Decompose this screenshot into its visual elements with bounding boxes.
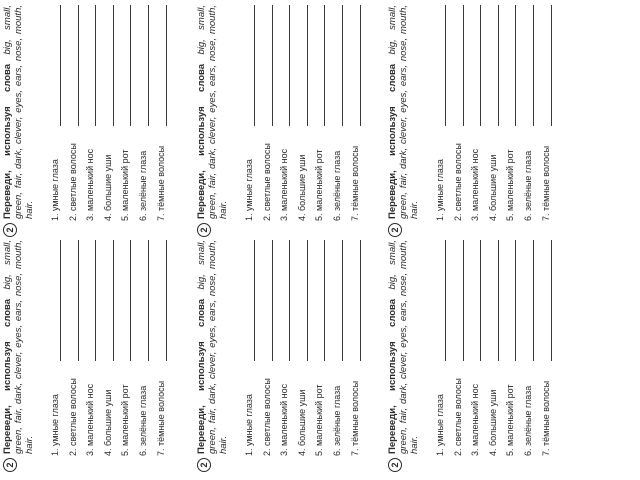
- translation-list: [241, 5, 364, 237]
- exercise-instruction: [2, 5, 35, 219]
- exercise-header: [196, 5, 229, 237]
- answer-line[interactable]: [324, 5, 325, 126]
- translation-item: [520, 240, 538, 456]
- translation-item-label: 4. большие уши: [487, 389, 498, 456]
- answer-line[interactable]: [342, 240, 343, 361]
- word-list: big, small, green, fair, dark, clever, eyes, ears, nose, mouth, hair.: [196, 5, 229, 219]
- answer-line[interactable]: [289, 5, 290, 126]
- translation-list: [432, 5, 555, 237]
- exercise-card-2: [196, 5, 376, 237]
- instruction-text: Переведи, используя слова: [387, 63, 398, 219]
- answer-line[interactable]: [324, 240, 325, 361]
- answer-line[interactable]: [515, 240, 516, 361]
- translation-item-label: 2. светлые волосы: [261, 143, 272, 221]
- translation-item-label: 7. тёмные волосы: [349, 145, 360, 221]
- translation-item: [82, 240, 100, 456]
- exercise-header: [387, 5, 420, 237]
- translation-item: [467, 240, 485, 456]
- answer-line[interactable]: [78, 5, 79, 126]
- translation-item-label: 4. большие уши: [296, 389, 307, 456]
- translation-item-label: 5. маленький рот: [505, 384, 516, 456]
- translation-item-label: 1. умные глаза: [435, 394, 445, 456]
- translation-item: [502, 240, 520, 456]
- translation-item-label: 7. тёмные волосы: [540, 145, 551, 221]
- answer-line[interactable]: [445, 240, 446, 361]
- translation-item: [153, 5, 171, 221]
- answer-line[interactable]: [307, 240, 308, 361]
- answer-line[interactable]: [515, 5, 516, 126]
- translation-item-label: 4. большие уши: [487, 154, 498, 221]
- answer-line[interactable]: [360, 240, 361, 361]
- translation-item-label: 1. умные глаза: [435, 159, 445, 221]
- translation-item: [311, 5, 329, 221]
- translation-item: [47, 5, 65, 221]
- answer-line[interactable]: [551, 240, 552, 361]
- answer-line[interactable]: [498, 5, 499, 126]
- answer-line[interactable]: [95, 5, 96, 126]
- translation-list: [241, 240, 364, 472]
- answer-line[interactable]: [480, 240, 481, 361]
- translation-item-label: 2. светлые волосы: [261, 378, 272, 456]
- translation-item-label: 6. зелёные глаза: [137, 385, 148, 456]
- translation-list: [47, 240, 170, 472]
- exercise-instruction: [196, 5, 229, 219]
- word-list: big, small, green, fair, dark, clever, eyes, ears, nose, mouth, hair.: [2, 5, 35, 219]
- translation-item: [294, 5, 312, 221]
- translation-item: [485, 5, 503, 221]
- translation-item: [153, 240, 171, 456]
- translation-item: [65, 240, 83, 456]
- instruction-text: Переведи, используя слова: [387, 298, 398, 454]
- answer-line[interactable]: [166, 5, 167, 126]
- translation-item: [502, 5, 520, 221]
- translation-item: [520, 5, 538, 221]
- exercise-instruction: [387, 240, 420, 454]
- answer-line[interactable]: [130, 240, 131, 361]
- translation-item-label: 5. маленький рот: [120, 384, 131, 456]
- translation-item: [538, 5, 556, 221]
- translation-item-label: 6. зелёные глаза: [522, 385, 533, 456]
- exercise-number-badge: 2: [3, 223, 17, 237]
- instruction-text: Переведи, используя слова: [196, 63, 207, 219]
- translation-item-label: 7. тёмные волосы: [349, 380, 360, 456]
- translation-item: [347, 5, 365, 221]
- translation-item: [450, 5, 468, 221]
- translation-item: [117, 5, 135, 221]
- translation-item: [241, 5, 259, 221]
- answer-line[interactable]: [60, 240, 61, 361]
- translation-item: [47, 240, 65, 456]
- translation-item: [135, 5, 153, 221]
- exercise-instruction: [196, 240, 229, 454]
- answer-line[interactable]: [463, 5, 464, 126]
- answer-line[interactable]: [95, 240, 96, 361]
- translation-item: [467, 5, 485, 221]
- exercise-instruction: [387, 5, 420, 219]
- exercise-card-1: [2, 5, 182, 237]
- translation-item: [259, 240, 277, 456]
- answer-line[interactable]: [272, 240, 273, 361]
- translation-item-label: 2. светлые волосы: [67, 378, 78, 456]
- translation-item-label: 6. зелёные глаза: [137, 150, 148, 221]
- answer-line[interactable]: [533, 5, 534, 126]
- translation-item-label: 7. тёмные волосы: [155, 380, 166, 456]
- answer-line[interactable]: [289, 240, 290, 361]
- exercise-card-5: [196, 240, 376, 472]
- answer-line[interactable]: [130, 5, 131, 126]
- answer-line[interactable]: [148, 240, 149, 361]
- instruction-text: Переведи, используя слова: [2, 298, 13, 454]
- exercise-header: [196, 240, 229, 472]
- instruction-text: Переведи, используя слова: [2, 63, 13, 219]
- translation-item-label: 5. маленький рот: [505, 149, 516, 221]
- translation-item: [347, 240, 365, 456]
- answer-line[interactable]: [551, 5, 552, 126]
- translation-item-label: 3. маленький нос: [470, 383, 481, 456]
- translation-item: [276, 240, 294, 456]
- translation-item: [276, 5, 294, 221]
- translation-item-label: 3. маленький нос: [85, 148, 96, 221]
- exercise-number-badge: 2: [197, 223, 211, 237]
- word-list: big, small, green, fair, dark, clever, eyes, ears, nose, mouth, hair.: [196, 240, 229, 454]
- translation-item: [259, 5, 277, 221]
- answer-line[interactable]: [307, 5, 308, 126]
- translation-item-label: 5. маленький рот: [120, 149, 131, 221]
- translation-item-label: 1. умные глаза: [244, 159, 254, 221]
- instruction-text: Переведи, используя слова: [196, 298, 207, 454]
- translation-item: [329, 240, 347, 456]
- translation-item-label: 3. маленький нос: [279, 148, 290, 221]
- translation-item: [329, 5, 347, 221]
- translation-item: [450, 240, 468, 456]
- translation-item: [538, 240, 556, 456]
- word-list: big, small, green, fair, dark, clever, eyes, ears, nose, mouth, hair.: [387, 240, 420, 454]
- answer-line[interactable]: [480, 5, 481, 126]
- translation-item: [432, 240, 450, 456]
- exercise-number-badge: 2: [388, 458, 402, 472]
- answer-line[interactable]: [78, 240, 79, 361]
- translation-item-label: 7. тёмные волосы: [540, 380, 551, 456]
- translation-item: [294, 240, 312, 456]
- translation-item: [100, 240, 118, 456]
- exercise-instruction: [2, 240, 35, 454]
- translation-item: [135, 240, 153, 456]
- translation-item-label: 3. маленький нос: [85, 383, 96, 456]
- translation-item-label: 7. тёмные волосы: [155, 145, 166, 221]
- translation-item: [117, 240, 135, 456]
- translation-item-label: 2. светлые волосы: [452, 378, 463, 456]
- exercise-card-3: [387, 5, 567, 237]
- answer-line[interactable]: [254, 240, 255, 361]
- answer-line[interactable]: [498, 240, 499, 361]
- translation-item-label: 2. светлые волосы: [452, 143, 463, 221]
- translation-item: [432, 5, 450, 221]
- translation-item-label: 3. маленький нос: [279, 383, 290, 456]
- translation-item-label: 3. маленький нос: [470, 148, 481, 221]
- answer-line[interactable]: [272, 5, 273, 126]
- exercise-number-badge: 2: [388, 223, 402, 237]
- answer-line[interactable]: [463, 240, 464, 361]
- exercise-header: [387, 240, 420, 472]
- translation-item-label: 4. большие уши: [296, 154, 307, 221]
- translation-item-label: 6. зелёные глаза: [522, 150, 533, 221]
- answer-line[interactable]: [113, 240, 114, 361]
- word-list: big, small, green, fair, dark, clever, eyes, ears, nose, mouth, hair.: [2, 240, 35, 454]
- translation-item-label: 5. маленький рот: [314, 149, 325, 221]
- answer-line[interactable]: [60, 5, 61, 126]
- answer-line[interactable]: [148, 5, 149, 126]
- answer-line[interactable]: [533, 240, 534, 361]
- translation-item: [311, 240, 329, 456]
- translation-item-label: 6. зелёные глаза: [331, 385, 342, 456]
- translation-item-label: 1. умные глаза: [50, 159, 60, 221]
- exercise-card-4: [2, 240, 182, 472]
- translation-list: [432, 240, 555, 472]
- translation-item-label: 6. зелёные глаза: [331, 150, 342, 221]
- word-list: big, small, green, fair, dark, clever, eyes, ears, nose, mouth, hair.: [387, 5, 420, 219]
- translation-item-label: 1. умные глаза: [244, 394, 254, 456]
- translation-item: [82, 5, 100, 221]
- answer-line[interactable]: [166, 240, 167, 361]
- translation-item: [241, 240, 259, 456]
- exercise-number-badge: 2: [3, 458, 17, 472]
- translation-item-label: 4. большие уши: [102, 389, 113, 456]
- answer-line[interactable]: [254, 5, 255, 126]
- answer-line[interactable]: [342, 5, 343, 126]
- answer-line[interactable]: [113, 5, 114, 126]
- exercise-card-6: [387, 240, 567, 472]
- answer-line[interactable]: [360, 5, 361, 126]
- answer-line[interactable]: [445, 5, 446, 126]
- translation-item-label: 1. умные глаза: [50, 394, 60, 456]
- translation-item: [485, 240, 503, 456]
- translation-item-label: 2. светлые волосы: [67, 143, 78, 221]
- exercise-header: [2, 5, 35, 237]
- exercise-number-badge: 2: [197, 458, 211, 472]
- translation-item: [65, 5, 83, 221]
- translation-item-label: 5. маленький рот: [314, 384, 325, 456]
- translation-item-label: 4. большие уши: [102, 154, 113, 221]
- translation-list: [47, 5, 170, 237]
- exercise-header: [2, 240, 35, 472]
- translation-item: [100, 5, 118, 221]
